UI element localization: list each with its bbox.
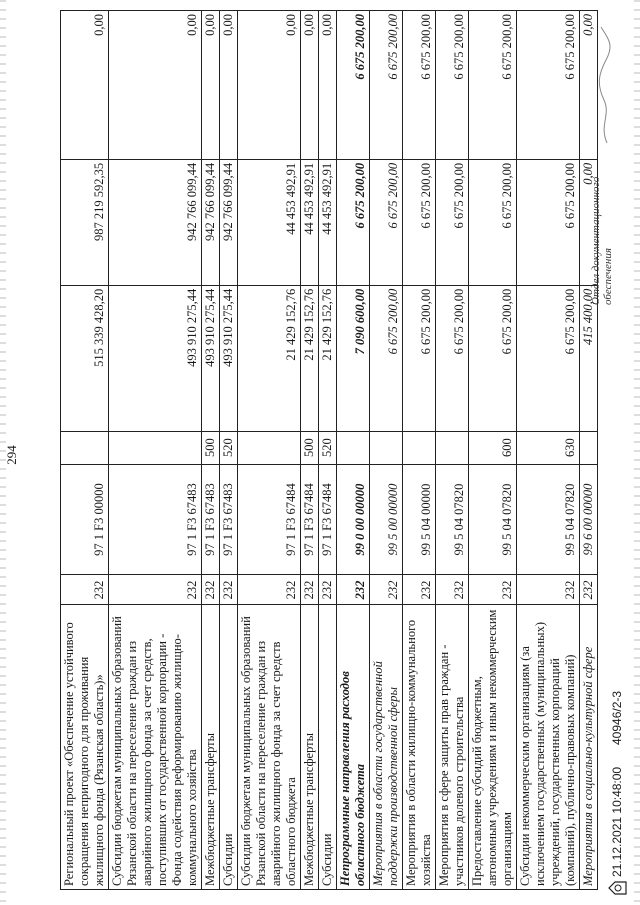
cell-admin-code: 232 xyxy=(301,575,319,605)
stamp-line-2: обеспечения xyxy=(602,248,614,305)
cell-admin-code: 232 xyxy=(436,575,469,605)
cell-admin-code: 232 xyxy=(370,575,403,605)
signature-icon xyxy=(595,25,613,145)
cell-amount-3: 0,00 xyxy=(202,11,220,160)
cell-amount-2: 44 453 492,91 xyxy=(301,159,319,285)
cell-expense-type: 500 xyxy=(202,431,220,464)
cell-expense-type: 600 xyxy=(469,431,517,464)
cell-amount-1: 6 675 200,00 xyxy=(436,285,469,431)
cell-target-article: 97 1 F3 00000 xyxy=(61,464,109,575)
cell-name: Субсидии xyxy=(220,605,238,890)
cell-name: Мероприятия в социально-культурной сфере xyxy=(580,605,598,890)
cell-amount-3: 0,00 xyxy=(220,11,238,160)
cell-expense-type xyxy=(436,431,469,464)
cell-expense-type xyxy=(370,431,403,464)
footer-datetime: 21.12.2021 10:48:00 xyxy=(610,766,624,877)
table-row xyxy=(319,11,337,890)
cell-target-article: 99 5 04 07820 xyxy=(469,464,517,575)
cell-amount-1: 7 090 600,00 xyxy=(337,285,370,431)
cell-target-article: 99 0 00 00000 xyxy=(337,464,370,575)
table-row xyxy=(238,11,301,890)
cell-amount-3: 0,00 xyxy=(301,11,319,160)
cell-amount-3: 6 675 200,00 xyxy=(337,11,370,160)
cell-amount-2: 987 219 592,35 xyxy=(61,159,109,285)
cell-expense-type xyxy=(61,431,109,464)
cell-expense-type xyxy=(109,431,202,464)
cell-amount-1: 21 429 152,76 xyxy=(319,285,337,431)
cell-amount-2: 44 453 492,91 xyxy=(319,159,337,285)
cell-amount-2: 942 766 099,44 xyxy=(202,159,220,285)
cell-name: Межбюджетные трансферты xyxy=(301,605,319,890)
cell-name: Мероприятия в области жилищно-коммунального хозяйства xyxy=(403,605,436,890)
cell-target-article: 97 1 F3 67484 xyxy=(238,464,301,575)
cell-amount-1: 21 429 152,76 xyxy=(301,285,319,431)
cell-amount-1: 515 339 428,20 xyxy=(61,285,109,431)
cell-amount-1: 493 910 275,44 xyxy=(202,285,220,431)
cell-expense-type: 520 xyxy=(220,431,238,464)
table-row xyxy=(61,11,109,890)
cell-target-article: 97 1 F3 67483 xyxy=(202,464,220,575)
cell-amount-1: 493 910 275,44 xyxy=(220,285,238,431)
cell-name: Субсидии бюджетам муниципальных образований Рязанской области на переселение граждан из аварийного жилищного фонда за счет средств, поступивших от государственной корпорации - Фонда содействия реформированию жилищно-коммунального хозяйства xyxy=(109,605,202,890)
budget-table-body xyxy=(61,11,598,890)
cell-amount-3: 6 675 200,00 xyxy=(403,11,436,160)
cell-amount-2: 6 675 200,00 xyxy=(337,159,370,285)
cell-amount-1: 21 429 152,76 xyxy=(238,285,301,431)
cell-name: Мероприятия в сфере защиты прав граждан - участников долевого строительства xyxy=(436,605,469,890)
cell-name: Субсидии бюджетам муниципальных образований Рязанской области на переселение граждан из аварийного жилищного фонда за счет средств областного бюджета xyxy=(238,605,301,890)
cell-admin-code: 232 xyxy=(337,575,370,605)
cell-admin-code: 232 xyxy=(202,575,220,605)
cell-name: Субсидии некоммерческим организациям (за исключением государственных (муниципальных) учреждений, государственных корпораций (компаний), публично-правовых компаний) xyxy=(517,605,580,890)
cell-amount-2: 0,00 xyxy=(580,159,598,285)
cell-amount-2: 6 675 200,00 xyxy=(469,159,517,285)
cell-amount-3: 0,00 xyxy=(580,11,598,160)
table-row xyxy=(337,11,370,890)
cell-admin-code: 232 xyxy=(403,575,436,605)
cell-amount-3: 0,00 xyxy=(238,11,301,160)
cell-amount-1: 6 675 200,00 xyxy=(469,285,517,431)
table-row xyxy=(109,11,202,890)
cell-admin-code: 232 xyxy=(469,575,517,605)
cell-amount-3: 0,00 xyxy=(109,11,202,160)
cell-amount-2: 44 453 492,91 xyxy=(238,159,301,285)
footer-doc-code: 40946/2-3 xyxy=(610,690,624,745)
cell-amount-3: 6 675 200,00 xyxy=(517,11,580,160)
cell-amount-2: 6 675 200,00 xyxy=(436,159,469,285)
cell-name: Предоставление субсидий бюджетным, автономным учреждениям и иным некоммерческим организациям xyxy=(469,605,517,890)
table-row xyxy=(436,11,469,890)
cell-target-article: 97 1 F3 67484 xyxy=(301,464,319,575)
stamp-line-1: Отдел документационного xyxy=(590,176,602,305)
cell-target-article: 97 1 F3 67483 xyxy=(109,464,202,575)
table-row xyxy=(301,11,319,890)
cell-expense-type xyxy=(580,431,598,464)
cell-amount-1: 493 910 275,44 xyxy=(109,285,202,431)
cell-admin-code: 232 xyxy=(238,575,301,605)
cell-amount-3: 6 675 200,00 xyxy=(370,11,403,160)
cell-target-article: 97 1 F3 67484 xyxy=(319,464,337,575)
cell-expense-type: 520 xyxy=(319,431,337,464)
cell-admin-code: 232 xyxy=(61,575,109,605)
cell-expense-type xyxy=(238,431,301,464)
cell-target-article: 99 5 04 07820 xyxy=(436,464,469,575)
page-number: 294 xyxy=(4,445,19,465)
cell-amount-1: 6 675 200,00 xyxy=(370,285,403,431)
cell-admin-code: 232 xyxy=(220,575,238,605)
cell-amount-3: 0,00 xyxy=(319,11,337,160)
cell-admin-code: 232 xyxy=(580,575,598,605)
budget-table xyxy=(60,10,598,890)
table-row xyxy=(517,11,580,890)
cell-name: Мероприятия в области государственной поддержки производственной сферы xyxy=(370,605,403,890)
table-row xyxy=(370,11,403,890)
cell-expense-type: 630 xyxy=(517,431,580,464)
cell-admin-code: 232 xyxy=(517,575,580,605)
department-stamp xyxy=(590,177,614,305)
cell-name: Субсидии xyxy=(319,605,337,890)
cell-amount-1: 6 675 200,00 xyxy=(517,285,580,431)
table-row xyxy=(469,11,517,890)
cell-amount-2: 942 766 099,44 xyxy=(109,159,202,285)
cell-amount-2: 6 675 200,00 xyxy=(403,159,436,285)
cell-amount-1: 6 675 200,00 xyxy=(403,285,436,431)
cell-amount-3: 0,00 xyxy=(61,11,109,160)
cell-name: Региональный проект «Обеспечение устойчивого сокращения непригодного для проживания жилищного фонда (Рязанская область)» xyxy=(61,605,109,890)
table-row xyxy=(202,11,220,890)
cell-target-article: 99 5 00 00000 xyxy=(370,464,403,575)
table-row xyxy=(220,11,238,890)
cell-name: Непрограммные направления расходов областного бюджета xyxy=(337,605,370,890)
cell-expense-type: 500 xyxy=(301,431,319,464)
cell-expense-type xyxy=(403,431,436,464)
cell-amount-2: 942 766 099,44 xyxy=(220,159,238,285)
seal-icon xyxy=(606,879,628,897)
cell-expense-type xyxy=(337,431,370,464)
cell-admin-code: 232 xyxy=(319,575,337,605)
cell-target-article: 99 5 04 07820 xyxy=(517,464,580,575)
table-row xyxy=(403,11,436,890)
cell-amount-1: 415 400,00 xyxy=(580,285,598,431)
cell-amount-2: 6 675 200,00 xyxy=(517,159,580,285)
cell-target-article: 99 5 04 00000 xyxy=(403,464,436,575)
cell-amount-2: 6 675 200,00 xyxy=(370,159,403,285)
cell-target-article: 97 1 F3 67483 xyxy=(220,464,238,575)
cell-name: Межбюджетные трансферты xyxy=(202,605,220,890)
cell-amount-3: 6 675 200,00 xyxy=(436,11,469,160)
cell-amount-3: 6 675 200,00 xyxy=(469,11,517,160)
cell-target-article: 99 6 00 00000 xyxy=(580,464,598,575)
cell-admin-code: 232 xyxy=(109,575,202,605)
